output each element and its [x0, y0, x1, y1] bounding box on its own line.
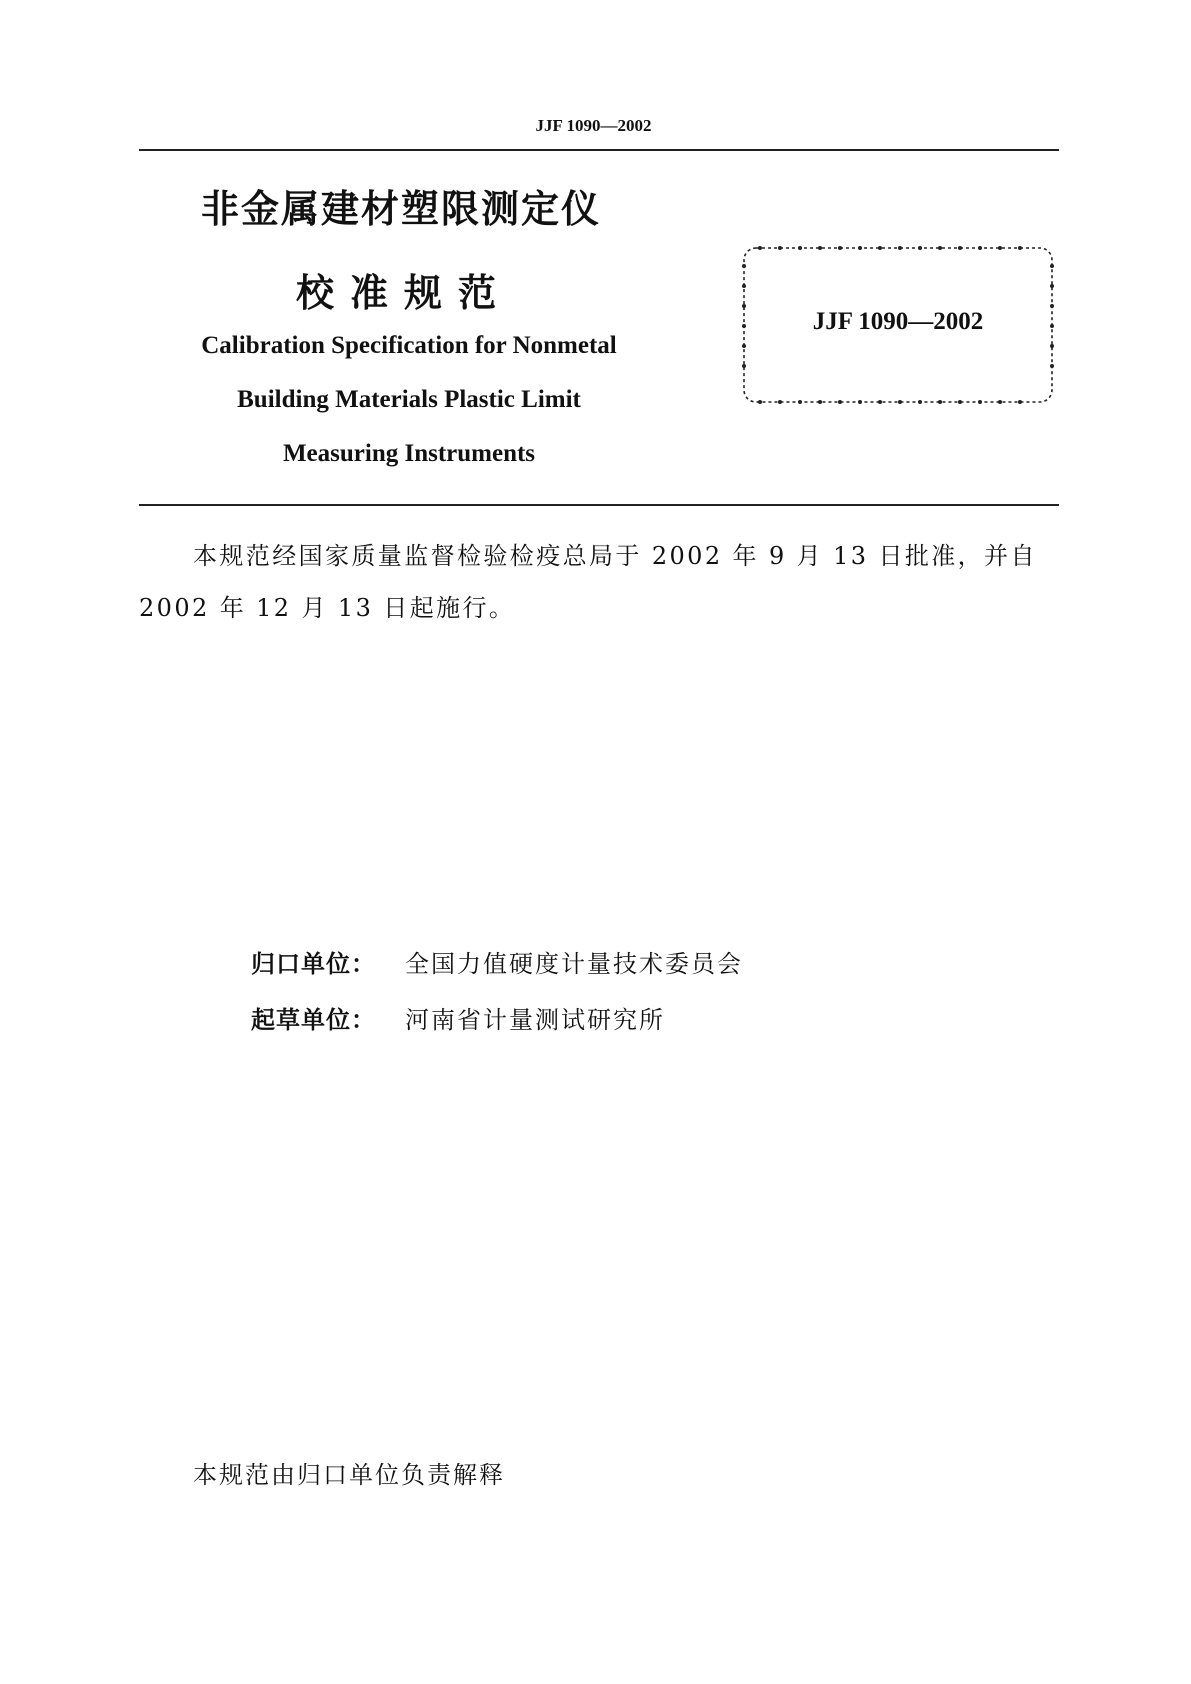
border-dot: [978, 400, 982, 404]
interpretation-note: 本规范由归口单位负责解释: [193, 1461, 505, 1489]
border-dot: [838, 246, 842, 250]
border-dot: [818, 246, 822, 250]
drafting-unit-label: 起草单位：: [251, 1006, 376, 1034]
border-dot: [998, 400, 1002, 404]
border-dot: [918, 246, 922, 250]
border-dot: [758, 400, 762, 404]
border-dot: [778, 400, 782, 404]
border-dot: [798, 246, 802, 250]
border-dot: [918, 400, 922, 404]
border-dot: [978, 246, 982, 250]
title-chinese-line1: 非金属建材塑限测定仪: [201, 187, 602, 231]
border-dot: [758, 246, 762, 250]
border-dot: [1050, 364, 1054, 368]
title-english-line3: Measuring Instruments: [282, 440, 536, 467]
approval-paragraph: 本规范经国家质量监督检验检疫总局于 2002 年 9 月 13 日批准，并自 2002 年 12 月 13 日起施行。: [139, 542, 1037, 622]
border-dot: [898, 400, 902, 404]
border-dot: [938, 400, 942, 404]
border-dot: [742, 284, 746, 288]
border-dot: [998, 246, 1002, 250]
border-dot: [838, 400, 842, 404]
border-dot: [778, 246, 782, 250]
border-dot: [858, 246, 862, 250]
border-dot: [858, 400, 862, 404]
responsible-unit-value: 全国力值硬度计量技术委员会: [405, 950, 743, 978]
code-box-standard-code: JJF 1090—2002: [812, 308, 984, 335]
border-dot: [958, 400, 962, 404]
border-dot: [1050, 344, 1054, 348]
border-dot: [898, 246, 902, 250]
border-dot: [1018, 400, 1022, 404]
title-chinese-line2: 校准规范: [296, 271, 513, 315]
header-divider: [139, 149, 1059, 151]
border-dot: [818, 400, 822, 404]
title-divider: [139, 504, 1059, 506]
border-dot: [878, 246, 882, 250]
border-dot: [798, 400, 802, 404]
border-dot: [958, 246, 962, 250]
border-dot: [938, 246, 942, 250]
border-dot: [878, 400, 882, 404]
drafting-unit-value: 河南省计量测试研究所: [405, 1006, 665, 1034]
responsible-unit-row: [251, 944, 743, 979]
title-english-line1: Calibration Specification for Nonmetal: [201, 332, 617, 359]
title-english-line2: Building Materials Plastic Limit: [237, 386, 581, 413]
responsible-unit-label: 归口单位：: [251, 950, 376, 978]
border-dot: [1050, 284, 1054, 288]
drafting-unit-row: [251, 1000, 665, 1035]
border-dot: [742, 344, 746, 348]
border-dot: [742, 364, 746, 368]
header-standard-code: JJF 1090—2002: [535, 116, 652, 135]
border-dot: [1050, 264, 1054, 268]
border-dot: [1018, 246, 1022, 250]
border-dot: [742, 264, 746, 268]
